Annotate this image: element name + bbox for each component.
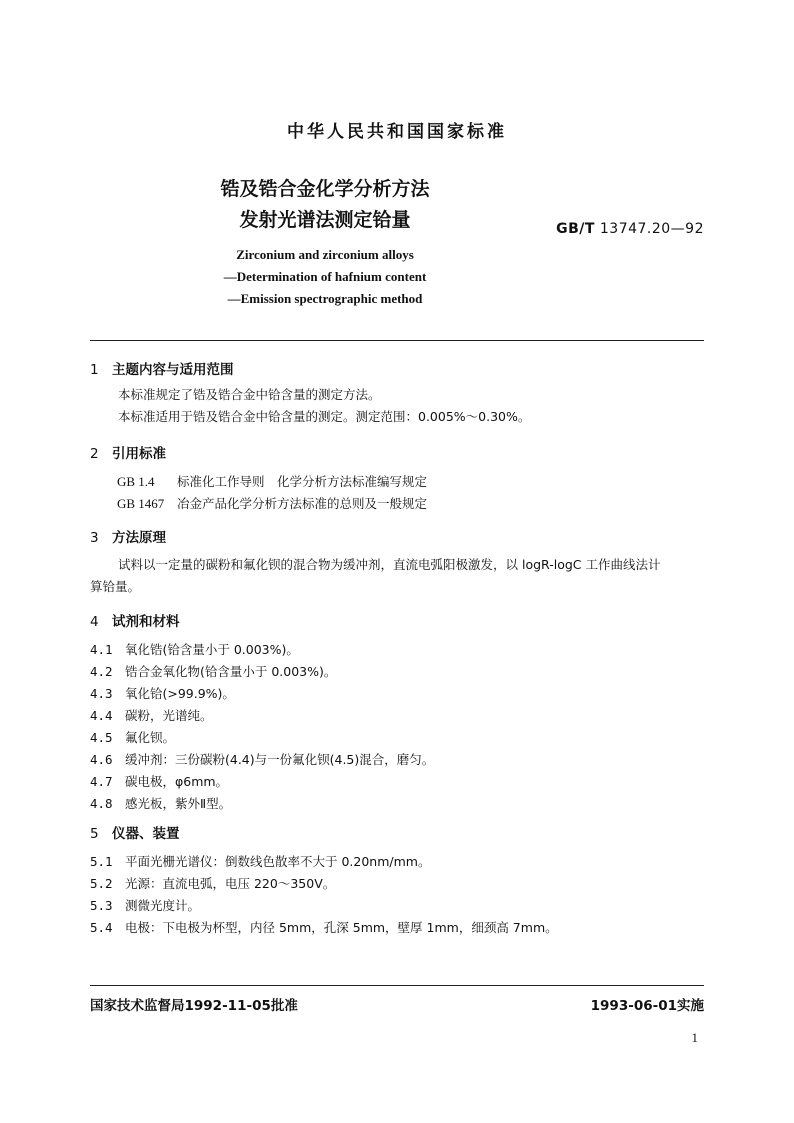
item-number: 4.5 <box>90 730 113 745</box>
standard-prefix: GB/T <box>556 221 595 237</box>
effective-date: 1993-06-01实施 <box>590 998 704 1014</box>
list-item <box>90 794 231 812</box>
reference-item <box>117 472 427 490</box>
reference-title: 标准化工作导则 化学分析方法标准编写规定 <box>177 474 428 489</box>
list-item <box>90 684 235 702</box>
item-text: 氧化铪(>99.9%)。 <box>125 686 235 701</box>
section-2-heading <box>90 442 166 462</box>
section-5-heading <box>90 822 180 842</box>
item-text: 氧化锆(铪含量小于 0.003%)。 <box>125 642 299 657</box>
section-3-para-line1: 试料以一定量的碳粉和氟化钡的混合物为缓冲剂，直流电弧阳极激发，以 logR-logC 工作曲线法计 <box>118 557 661 572</box>
item-number: 4.4 <box>90 708 113 723</box>
title-zh-line1: 锆及锆合金化学分析方法 <box>220 178 430 200</box>
title-en-line1: Zirconium and zirconium alloys <box>236 247 414 262</box>
list-item <box>90 852 430 870</box>
section-3-heading <box>90 526 166 546</box>
section-3-para-line2: 算铪量。 <box>90 579 141 594</box>
list-item <box>90 918 558 936</box>
item-number: 5.2 <box>90 876 113 891</box>
approval-line: 国家技术监督局1992-11-05批准 <box>90 998 298 1014</box>
list-item <box>90 874 335 892</box>
section-title: 仪器、装置 <box>112 826 180 842</box>
reference-title: 冶金产品化学分析方法标准的总则及一般规定 <box>177 496 428 511</box>
item-text: 感光板，紫外Ⅱ型。 <box>125 796 232 811</box>
section-number: 4 <box>90 614 99 630</box>
item-text: 测微光度计。 <box>125 898 201 913</box>
item-number: 5.3 <box>90 898 113 913</box>
section-number: 2 <box>90 446 99 462</box>
item-text: 碳粉，光谱纯。 <box>125 708 213 723</box>
item-number: 5.1 <box>90 854 113 869</box>
section-number: 5 <box>90 826 99 842</box>
section-number: 3 <box>90 530 99 546</box>
section-number: 1 <box>90 362 99 378</box>
item-number: 4.6 <box>90 752 113 767</box>
list-item <box>90 640 299 658</box>
item-text: 碳电极，φ6mm。 <box>125 774 229 789</box>
title-en-line2: —Determination of hafnium content <box>223 269 427 284</box>
item-number: 4.7 <box>90 774 113 789</box>
list-item <box>90 706 213 724</box>
list-item <box>90 728 175 746</box>
section-title: 引用标准 <box>112 446 166 462</box>
item-text: 缓冲剂：三份碳粉(4.4)与一份氟化钡(4.5)混合，磨匀。 <box>125 752 435 767</box>
title-zh-line2: 发射光谱法测定铪量 <box>239 209 411 231</box>
list-item <box>90 750 434 768</box>
item-number: 4.8 <box>90 796 113 811</box>
item-text: 氟化钡。 <box>125 730 176 745</box>
page-number: 1 <box>691 1030 698 1045</box>
item-text: 电极：下电极为杯型，内径 5mm，孔深 5mm，壁厚 1mm，细颈高 7mm。 <box>125 920 558 935</box>
reference-code: GB 1467 <box>117 496 165 511</box>
section-title: 主题内容与适用范围 <box>112 362 234 378</box>
title-en-line3: —Emission spectrographic method <box>227 291 423 306</box>
list-item <box>90 896 200 914</box>
section-1-para-2: 本标准适用于锆及锆合金中铪含量的测定。测定范围：0.005%～0.30%。 <box>118 409 531 424</box>
item-number: 4.1 <box>90 642 113 657</box>
section-1-heading <box>90 358 234 378</box>
standard-code: 13747.20—92 <box>599 221 704 237</box>
issuing-authority: 中华人民共和国国家标准 <box>287 122 507 142</box>
list-item <box>90 662 336 680</box>
item-number: 4.2 <box>90 664 113 679</box>
section-1-para-1: 本标准规定了锆及锆合金中铪含量的测定方法。 <box>118 387 381 402</box>
reference-code: GB 1.4 <box>117 474 155 489</box>
list-item <box>90 772 228 790</box>
footer-divider <box>90 985 704 986</box>
item-text: 平面光栅光谱仪：倒数线色散率不大于 0.20nm/mm。 <box>125 854 431 869</box>
item-text: 锆合金氧化物(铪含量小于 0.003%)。 <box>125 664 337 679</box>
item-number: 5.4 <box>90 920 113 935</box>
section-title: 试剂和材料 <box>112 614 180 630</box>
reference-item <box>117 494 427 512</box>
section-title: 方法原理 <box>112 530 166 546</box>
item-number: 4.3 <box>90 686 113 701</box>
item-text: 光源：直流电弧，电压 220～350V。 <box>125 876 336 891</box>
section-4-heading <box>90 610 180 630</box>
standard-number <box>556 221 704 237</box>
header-divider <box>90 340 704 341</box>
